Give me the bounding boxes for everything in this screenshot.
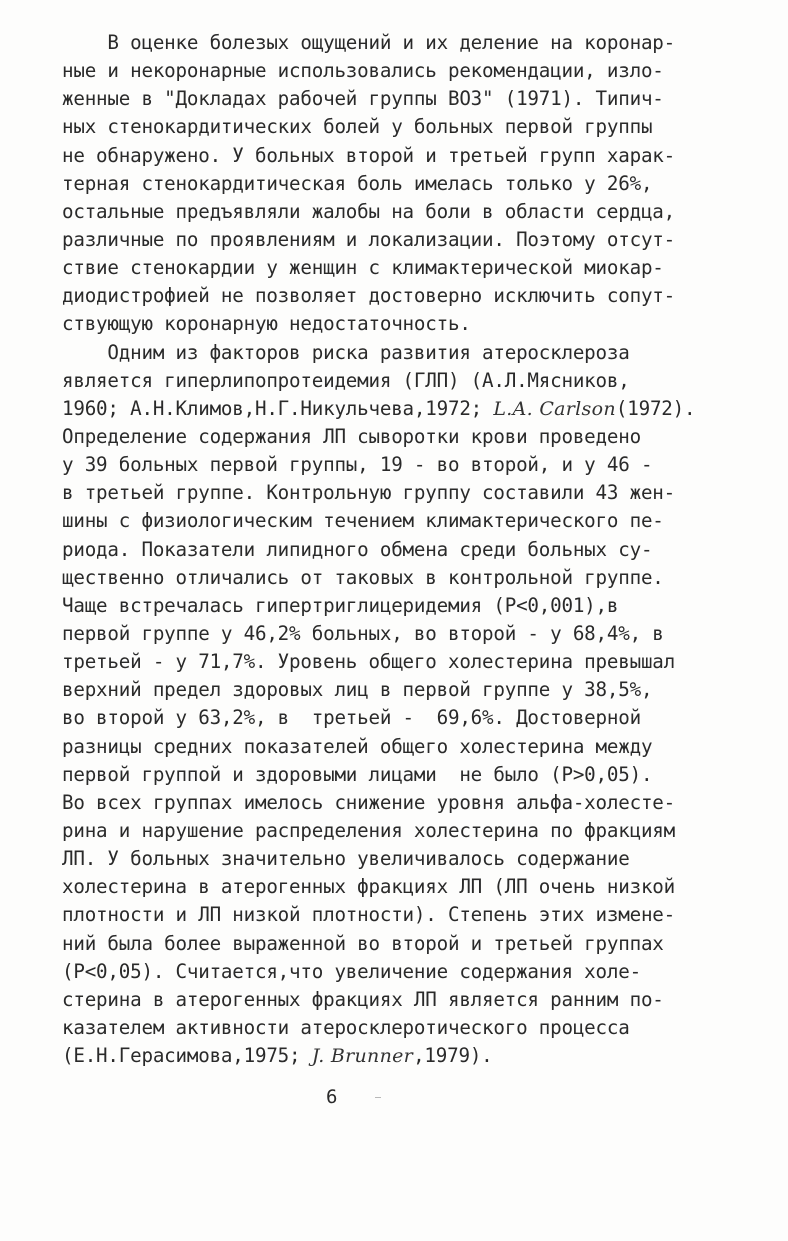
- text-line: стерина в атерогенных фракциях ЛП является ранним по-: [62, 987, 664, 1011]
- text-line: является гиперлипопротеидемия (ГЛП) (А.Л.Мясников,: [62, 368, 630, 392]
- text-line: Определение содержания ЛП сыворотки крови проведено: [62, 424, 641, 448]
- text-line: плотности и ЛП низкой плотности). Степень этих измене-: [62, 903, 675, 927]
- text-line: (Р<0,05). Считается,что увеличение содержания холе-: [62, 959, 641, 983]
- text-line: различные по проявлениям и локализации. Поэтому отсут-: [62, 227, 675, 251]
- text-line: шины с физиологическим течением климактерического пе-: [62, 509, 664, 533]
- text-line: Чаще встречалась гипертриглицеридемия (Р<0,001),в: [62, 593, 619, 617]
- text-line: терная стенокардитическая боль имелась только у 26%,: [62, 171, 653, 195]
- body-text: [62, 29, 752, 1070]
- text-line: ных стенокардитических болей у больных первой группы: [62, 115, 653, 139]
- text-line: диодистрофией не позволяет достоверно исключить сопут-: [62, 284, 675, 308]
- text-line: первой группе у 46,2% больных, во второй - у 68,4%, в: [62, 621, 664, 645]
- text-line: остальные предъявляли жалобы на боли в области сердца,: [62, 199, 675, 223]
- scan-speck: [375, 1097, 381, 1098]
- text-line: риода. Показатели липидного обмена среди больных су-: [62, 537, 653, 561]
- text-line: ЛП. У больных значительно увеличивалось содержание: [62, 847, 630, 871]
- text-line: женные в "Докладах рабочей группы ВОЗ" (1971). Типич-: [62, 87, 664, 111]
- text-line: щественно отличались от таковых в контрольной группе.: [62, 565, 664, 589]
- text-line: [62, 1042, 752, 1070]
- text-line: третьей - у 71,7%. Уровень общего холестерина превышал: [62, 650, 675, 674]
- text-line: [62, 395, 752, 423]
- text-line: разницы средних показателей общего холестерина между: [62, 734, 653, 758]
- text-segment: 1960; А.Н.Климов,Н.Г.Никульчева,1972;: [62, 396, 494, 420]
- text-line: ствующую коронарную недостаточность.: [62, 312, 471, 336]
- text-segment: (1972).: [615, 396, 696, 420]
- text-line: первой группой и здоровыми лицами не было (Р>0,05).: [62, 762, 653, 786]
- text-line: ний была более выраженной во второй и третьей группах: [62, 931, 664, 955]
- text-line: у 39 больных первой группы, 19 - во второй, и у 46 -: [62, 453, 653, 477]
- text-line: верхний предел здоровых лиц в первой группе у 38,5%,: [62, 678, 653, 702]
- text-segment: (Е.Н.Герасимова,1975;: [62, 1044, 312, 1068]
- text-line: Одним из факторов риска развития атеросклероза: [62, 340, 630, 364]
- handwritten-author-name: J. Brunner: [311, 1045, 414, 1068]
- page-number: 6: [326, 1086, 338, 1108]
- text-line: казателем активности атеросклеротического процесса: [62, 1015, 630, 1039]
- handwritten-author-name: L.A. Carlson: [493, 397, 616, 420]
- text-line: в третьей группе. Контрольную группу составили 43 жен-: [62, 481, 675, 505]
- text-line: не обнаружено. У больных второй и третьей групп харак-: [62, 143, 675, 167]
- text-line: холестерина в атерогенных фракциях ЛП (ЛП очень низкой: [62, 875, 675, 899]
- text-line: В оценке болезых ощущений и их деление на коронар-: [62, 31, 675, 54]
- text-line: ные и некоронарные использовались рекомендации, изло-: [62, 59, 664, 83]
- text-line: Во всех группах имелось снижение уровня альфа-холесте-: [62, 790, 675, 814]
- text-line: во второй у 63,2%, в третьей - 69,6%. Достоверной: [62, 706, 641, 730]
- text-segment: ,1979).: [413, 1044, 493, 1068]
- text-line: рина и нарушение распределения холестерина по фракциям: [62, 818, 675, 842]
- text-line: ствие стенокардии у женщин с климактерической миокар-: [62, 256, 664, 280]
